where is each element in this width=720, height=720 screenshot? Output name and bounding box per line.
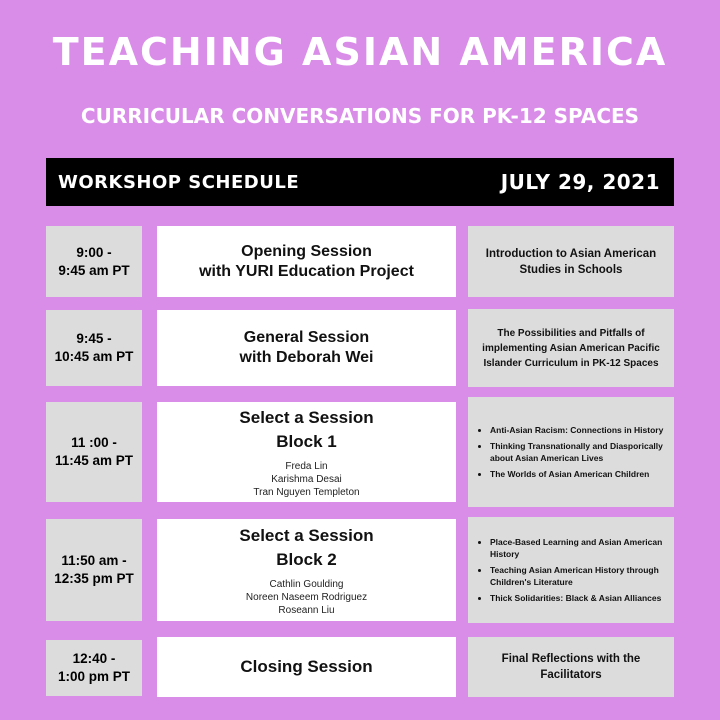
topic-item: • The Worlds of Asian American Children xyxy=(490,468,666,481)
session-cell xyxy=(157,310,456,386)
session-name: Select a Session xyxy=(239,407,374,427)
topic-item: • Place-Based Learning and Asian American History xyxy=(490,536,666,561)
time-end: 11:45 am PT xyxy=(54,453,134,468)
topic-item: • Thick Solidarities: Black & Asian Alliances xyxy=(490,592,666,605)
session-description: The Possibilities and Pitfalls of implementing Asian American Pacific Islander Curriculum in PK-12 Spaces xyxy=(482,327,660,369)
session-cell xyxy=(157,519,456,621)
description-cell xyxy=(468,226,674,297)
session-cell xyxy=(157,637,456,697)
schedule-banner xyxy=(46,158,674,206)
session-description: Final Reflections with the Facilitators xyxy=(501,653,641,681)
time-cell xyxy=(46,226,142,297)
session-name: Opening Session xyxy=(241,242,372,260)
schedule-row-opening xyxy=(46,226,674,297)
facilitator-name: Karishma Desai xyxy=(271,473,342,485)
schedule-row-closing xyxy=(46,637,674,697)
session-name: Closing Session xyxy=(240,657,373,676)
time-cell xyxy=(46,402,142,502)
page-subtitle: CURRICULAR CONVERSATIONS FOR PK-12 SPACES xyxy=(80,104,640,128)
session-host: with YURI Education Project xyxy=(199,262,414,280)
session-block: Block 2 xyxy=(276,549,337,569)
session-cell xyxy=(157,402,456,502)
session-host: with Deborah Wei xyxy=(239,349,374,366)
time-start: 11:50 am - xyxy=(61,553,127,568)
session-block: Block 1 xyxy=(276,431,337,451)
time-cell xyxy=(46,640,142,696)
time-cell xyxy=(46,519,142,621)
time-cell xyxy=(46,310,142,386)
time-end: 10:45 am PT xyxy=(54,349,134,364)
page-title: TEACHING ASIAN AMERICA xyxy=(52,30,668,74)
schedule-row-block-2 xyxy=(46,517,674,623)
time-end: 1:00 pm PT xyxy=(57,669,131,684)
description-cell xyxy=(468,637,674,697)
topic-item: • Teaching Asian American History through Children's Literature xyxy=(490,564,666,589)
description-cell xyxy=(468,309,674,387)
topic-item: • Thinking Transnationally and Diasporically about Asian American Lives xyxy=(490,440,666,465)
facilitator-name: Cathlin Goulding xyxy=(269,578,344,590)
topics-cell xyxy=(468,517,674,623)
event-date: JULY 29, 2021 xyxy=(500,170,660,194)
time-start: 11 :00 - xyxy=(71,435,117,450)
topics-cell xyxy=(468,397,674,507)
time-start: 9:45 - xyxy=(76,331,112,346)
session-name: Select a Session xyxy=(239,525,374,545)
session-cell xyxy=(157,226,456,297)
topic-list xyxy=(476,536,666,605)
facilitator-name: Roseann Liu xyxy=(278,604,335,616)
facilitator-name: Tran Nguyen Templeton xyxy=(253,486,360,498)
facilitator-list xyxy=(253,460,359,499)
time-end: 9:45 am PT xyxy=(58,262,130,278)
facilitator-list xyxy=(246,578,367,617)
topic-item: • Anti-Asian Racism: Connections in History xyxy=(490,424,666,437)
session-description: Introduction to Asian American Studies in Schools xyxy=(485,247,657,276)
time-start: 9:00 - xyxy=(76,244,112,260)
facilitator-name: Freda Lin xyxy=(285,460,328,472)
schedule-row-general xyxy=(46,309,674,387)
topic-list xyxy=(476,424,666,480)
session-name: General Session xyxy=(243,329,370,346)
facilitator-name: Noreen Naseem Rodriguez xyxy=(245,591,368,603)
time-end: 12:35 pm PT xyxy=(54,571,134,586)
schedule-row-block-1 xyxy=(46,397,674,507)
time-start: 12:40 - xyxy=(72,651,116,666)
schedule-label: WORKSHOP SCHEDULE xyxy=(58,171,300,193)
